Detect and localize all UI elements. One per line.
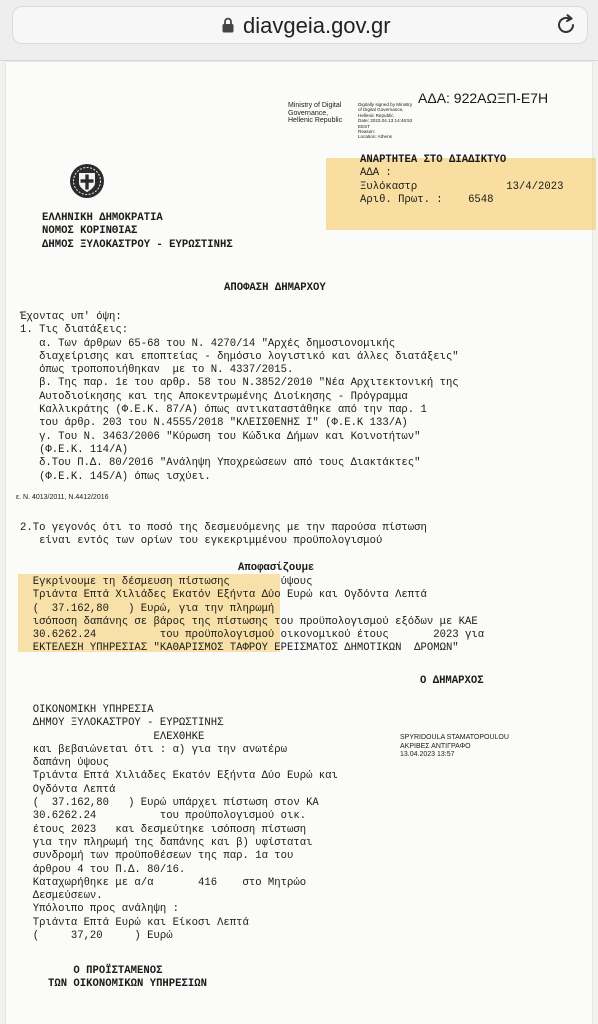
protocol-lines: ΑΔΑ : Ξυλόκαστρ 13/4/2023 Αριθ. Πρωτ. : 6548 [360,167,564,206]
certified-copy-stamp: SPYRIDOULA STAMATOPOULOU ΑΚΡΙΒΕΣ ΑΝΤΙΓΡΑΦΟ 13.04.2023 13:57 [400,734,509,759]
posting-block [360,154,563,207]
url-text: diavgeia.gov.gr [243,13,391,38]
address-bar[interactable] [12,6,588,44]
lock-icon [221,17,235,33]
page-title: ΑΠΟΦΑΣΗ ΔΗΜΑΡΧΟΥ [224,282,326,294]
greek-coat-of-arms-icon [68,162,106,200]
decision-text: Εγκρίνουμε τη δέσμευση πίστωσης ύψους Τριάντα Επτά Χιλιάδες Εκατόν Εξήντα Δύο Ευρώ και Ογδόντα Λεπτά ( 37.162,80 ) Ευρώ, για την πληρωμή ισόποση δαπάνης σε βάρος της πίστωσης του προϋπολογισμού εξόδων με ΚΑΕ 30.6262.24 του προϋπολογισμού οικονομικού έτους 2023 για ΕΚΤΕΛΕΣΗ ΥΠΗΡΕΣΙΑΣ "ΚΑΘΑΡΙΣΜΟΣ ΤΑΦΡΟΥ ΕΡΕΙΣΜΑΤΟΣ ΔΗΜΟΤΙΚΩΝ ΔΡΟΜΩΝ" [32,576,485,655]
browser-toolbar [0,0,598,61]
posting-label: ΑΝΑΡΤΗΤΕΑ ΣΤΟ ΔΙΑΔΙΚΤΥΟ [360,154,507,166]
mayor-signature: Ο ΔΗΜΑΡΧΟΣ [420,675,484,687]
issuer-header: ΕΛΛΗΝΙΚΗ ΔΗΜΟΚΡΑΤΙΑ ΝΟΜΟΣ ΚΟΡΙΝΘΙΑΣ ΔΗΜΟΣ ΞΥΛΟΚΑΣΤΡΟΥ - ΕΥΡΩΣΤΙΝΗΣ [42,212,233,251]
reload-icon[interactable] [553,12,579,38]
finance-text: ΟΙΚΟΝΟΜΙΚΗ ΥΠΗΡΕΣΙΑ ΔΗΜΟΥ ΞΥΛΟΚΑΣΤΡΟΥ - ΕΥΡΩΣΤΙΝΗΣ ΕΛΕΧΘΗΚΕ και βεβαιώνεται ότι : α) για την ανωτέρω δαπάνη ύψους Τριάντα Επτά Χιλιάδες Εκατόν Εξήντα Δύο Ευρώ και Ογδόντα Λεπτά ( 37.162,80 ) Ευρώ υπάρχει πίστωση στον ΚΑ 30.6262.24 του προϋπολογισμού οικ. έτους 2023 και δεσμεύτηκε ισόποση πίστωση για την πληρωμή της δαπάνης και β) υφίσταται συνδρομή των προϋποθέσεων της παρ. 1α του άρθρου 4 του Π.Δ. 80/16. Καταχωρήθηκε με α/α 416 στο Μητρώο Δεσμεύσεων. Υπόλοιπο προς ανάληψη : Τριάντα Επτά Ευρώ και Είκοσι Λεπτά ( 37,20 ) Ευρώ [32,704,338,943]
signature-signer: Ministry of Digital Governance, Hellenic Republic [288,102,343,124]
small-note: ε. Ν. 4013/2011, Ν.4412/2016 [16,494,109,501]
ada-code: ΑΔΑ: 922ΑΩΞΠ-Ε7Η [418,90,549,106]
considering-text: Έχοντας υπ' όψη: 1. Τις διατάξεις: α. Των άρθρων 65-68 του Ν. 4270/14 "Αρχές δημοσιονομικής διαχείρισης και εποπτείας - δημόσιο λογιστικό και άλλες διατάξεις" όπως τροποποιήθηκαν με το Ν. 4337/2015. β. Της παρ. 1ε του αρθρ. 58 του Ν.3852/2010 "Νέα Αρχιτεκτονική της Αυτοδιοίκησης και της Αποκεντρωμένης Διοίκησης - Πρόγραμμα Καλλικράτης (Φ.Ε.Κ. 87/Α) όπως αντικαταστάθηκε από την παρ. 1 του άρθρ. 203 του Ν.4555/2018 "ΚΛΕΙΣΘΕΝΗΣ Ι" (Φ.Ε.Κ 133/Α) γ. Του Ν. 3463/2006 "Κύρωση του Κώδικα Δήμων και Κοινοτήτων" (Φ.Ε.Κ. 114/Α) δ.Του Π.Δ. 80/2016 "Ανάληψη Υποχρεώσεων από τους Διακτάκτες" (Φ.Ε.Κ. 145/Α) όπως ισχύει. [20,311,459,483]
signature-details: Digitally signed by Ministry of Digital Governance, Hellenic Republic Date: 2023.04.13 14:46:52 EEST Reason: Location: Athens [358,102,413,140]
digital-signature [288,102,468,144]
decision-heading: Αποφασίζουμε [238,562,315,574]
fact-text: 2.Το γεγονός ότι το ποσό της δεσμευόμενης με την παρούσα πίστωση είναι εντός των ορίων του εγκεκριμμένου προϋπολογισμού [20,522,427,548]
finance-chief-signature: Ο ΠΡΟΪΣΤΑΜΕΝΟΣ ΤΩΝ ΟΙΚΟΝΟΜΙΚΩΝ ΥΠΗΡΕΣΙΩΝ [48,965,207,991]
document-page [6,62,592,1024]
